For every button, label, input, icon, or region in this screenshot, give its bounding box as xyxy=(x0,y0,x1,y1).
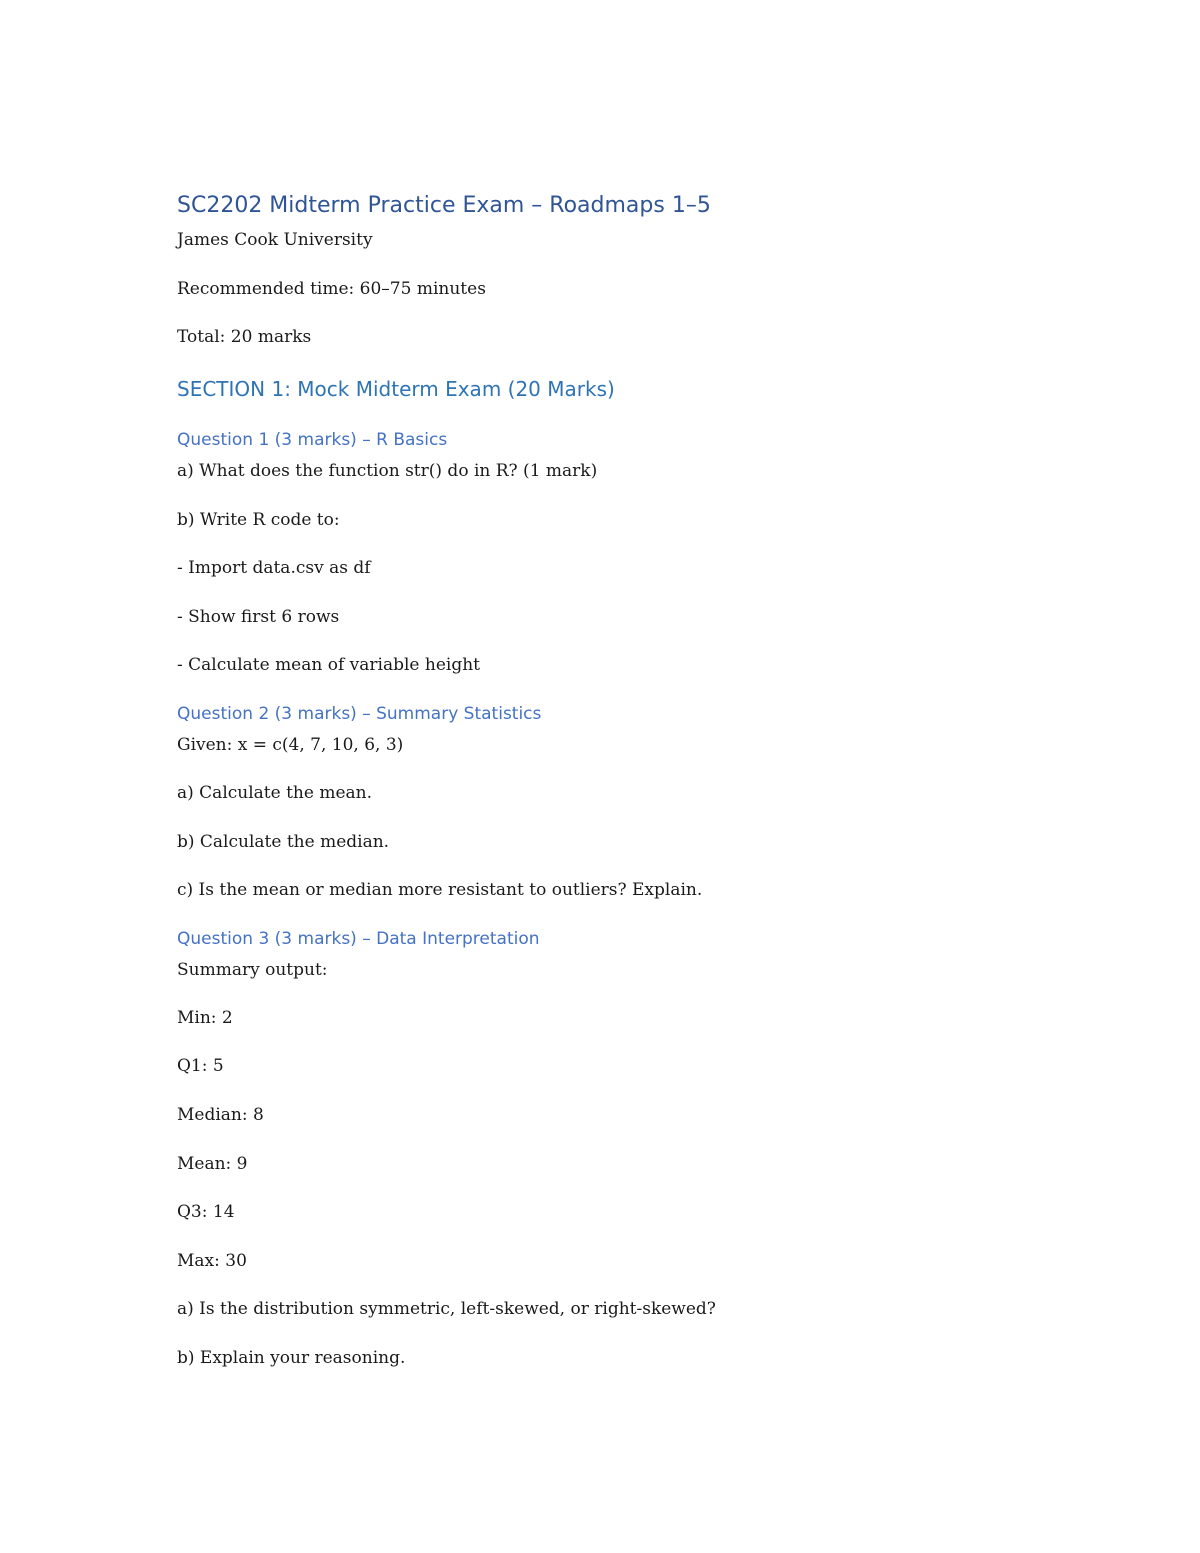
question-3-part-a: a) Is the distribution symmetric, left-skewed, or right-skewed? xyxy=(177,1299,716,1319)
question-3-part-b: b) Explain your reasoning. xyxy=(177,1348,406,1368)
question-3-heading: Question 3 (3 marks) – Data Interpretation xyxy=(177,929,540,949)
question-2-heading: Question 2 (3 marks) – Summary Statistics xyxy=(177,704,542,724)
question-1-bullet-show-rows: - Show first 6 rows xyxy=(177,607,340,627)
institution-line: James Cook University xyxy=(177,230,373,250)
question-2-part-b: b) Calculate the median. xyxy=(177,832,390,852)
total-marks-line: Total: 20 marks xyxy=(177,327,312,347)
recommended-time-line: Recommended time: 60–75 minutes xyxy=(177,279,486,299)
question-1-heading: Question 1 (3 marks) – R Basics xyxy=(177,430,448,450)
document-title: SC2202 Midterm Practice Exam – Roadmaps 1–5 xyxy=(177,193,711,218)
question-1-part-b: b) Write R code to: xyxy=(177,510,340,530)
question-1-part-a: a) What does the function str() do in R? (1 mark) xyxy=(177,461,598,481)
summary-max: Max: 30 xyxy=(177,1251,247,1271)
question-1-bullet-mean: - Calculate mean of variable height xyxy=(177,655,480,675)
summary-q1: Q1: 5 xyxy=(177,1056,224,1076)
question-2-part-a: a) Calculate the mean. xyxy=(177,783,373,803)
question-1-bullet-import: - Import data.csv as df xyxy=(177,558,371,578)
question-2-part-c: c) Is the mean or median more resistant to outliers? Explain. xyxy=(177,880,703,900)
question-3-intro: Summary output: xyxy=(177,960,328,980)
summary-median: Median: 8 xyxy=(177,1105,264,1125)
summary-min: Min: 2 xyxy=(177,1008,233,1028)
section-1-heading: SECTION 1: Mock Midterm Exam (20 Marks) xyxy=(177,377,615,401)
summary-mean: Mean: 9 xyxy=(177,1154,248,1174)
summary-q3: Q3: 14 xyxy=(177,1202,235,1222)
question-2-given: Given: x = c(4, 7, 10, 6, 3) xyxy=(177,735,404,755)
